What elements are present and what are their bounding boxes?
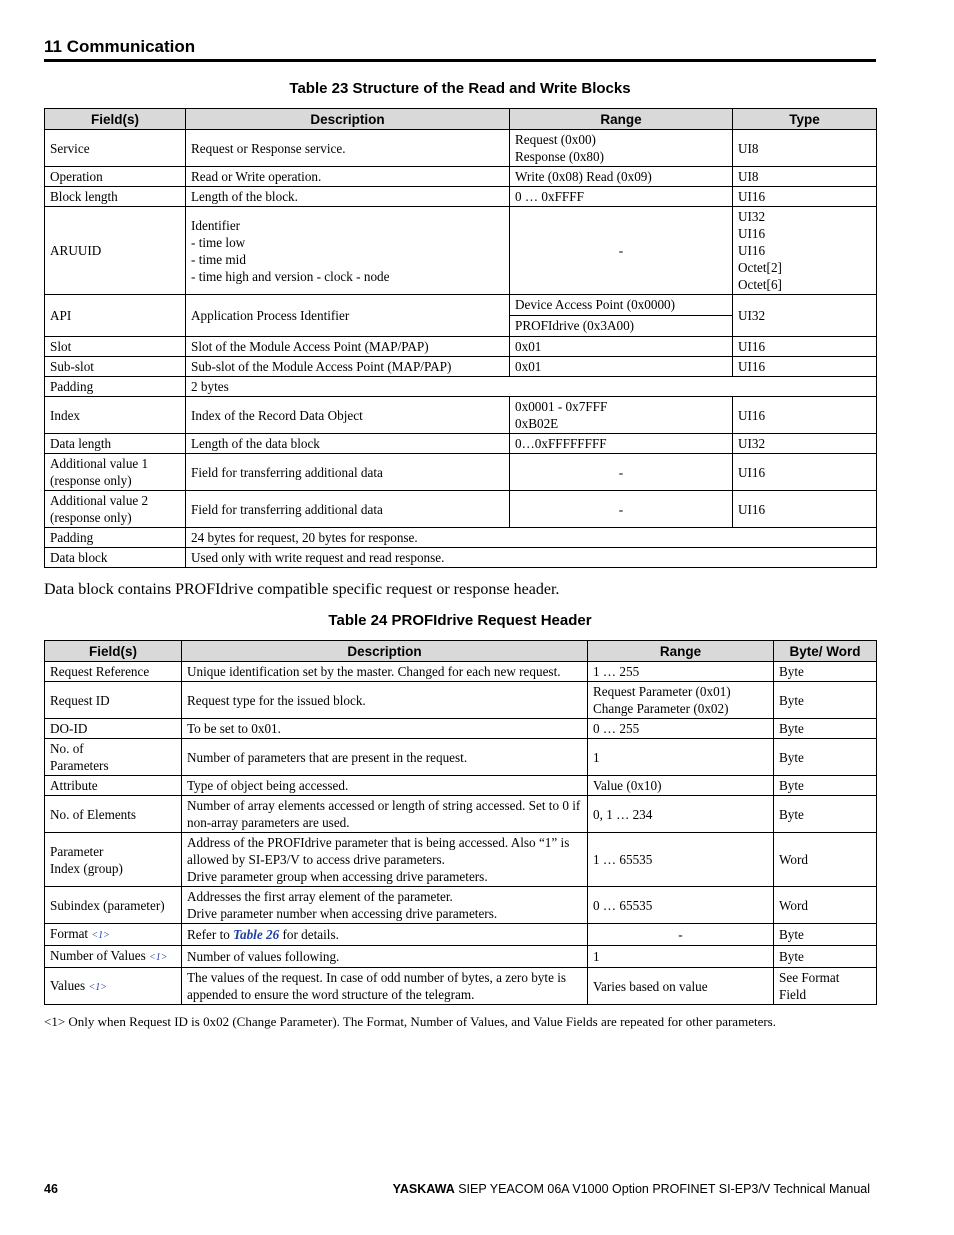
description-text: for details. [282,927,339,942]
type-cell: UI16 [733,397,877,434]
table-row [45,454,877,491]
column-header: Type [733,109,877,130]
chapter-title: 11 Communication [44,37,196,56]
field-cell: Attribute [45,776,182,796]
field-label: Values [50,977,86,993]
type-cell: UI16 [733,454,877,491]
field-line: No. of [50,741,84,756]
type-line: Octet[2] [738,260,782,275]
column-header: Field(s) [45,109,186,130]
unit-cell: Byte [774,776,877,796]
unit-cell: Byte [774,719,877,739]
unit-line: See Format [779,970,840,985]
field-cell: Slot [45,337,186,357]
type-line: UI32 [738,209,766,224]
description-text: Refer to [187,927,230,942]
field-cell: No. of Elements [45,796,182,833]
table-24 [44,640,877,1005]
body-paragraph: Data block contains PROFIdrive compatible specific request or response header. [44,581,560,598]
description-cell: Number of parameters that are present in the request. [182,739,588,776]
description-line: - time mid [191,251,246,267]
range-line: 0x0001 - 0x7FFF [515,399,608,414]
table-row [45,357,877,377]
field-cell [45,968,182,1005]
range-cell [510,130,733,167]
range-cell [588,682,774,719]
description-line: - time high and version - clock - node [191,268,390,284]
field-line: Additional value 2 [50,493,149,508]
field-cell: Block length [45,187,186,207]
unit-cell: Byte [774,796,877,833]
description-cell: Sub-slot of the Module Access Point (MAP/PAP) [186,357,510,377]
footnote-ref[interactable]: <1> [91,930,110,941]
table-row [45,968,877,1005]
table-row [45,528,877,548]
unit-cell: Word [774,887,877,924]
range-cell: 0 … 255 [588,719,774,739]
description-cell: Slot of the Module Access Point (MAP/PAP) [186,337,510,357]
range-line: Request (0x00) [515,132,596,147]
field-line: Index (group) [50,860,123,876]
table-row [45,662,877,682]
range-part: Device Access Point (0x0000) [510,295,732,316]
footnote-ref[interactable]: <1> [149,952,168,963]
range-cell: 0, 1 … 234 [588,796,774,833]
table-row [45,946,877,968]
range-part: PROFIdrive (0x3A00) [515,318,635,333]
description-cell: Number of values following. [182,946,588,968]
table-row [45,887,877,924]
table-23-caption: Table 23 Structure of the Read and Write Blocks [289,80,631,97]
field-cell: Sub-slot [45,357,186,377]
type-cell: UI16 [733,491,877,528]
range-cell: - [510,207,733,295]
range-cell: Varies based on value [588,968,774,1005]
column-header: Range [510,109,733,130]
description-cell [182,887,588,924]
field-cell [45,491,186,528]
description-cell: Application Process Identifier [186,295,510,337]
range-cell: 0 … 0xFFFF [510,187,733,207]
type-cell: UI16 [733,187,877,207]
span-cell: 2 bytes [186,377,877,397]
field-line: (response only) [50,510,132,525]
brand-name: YASKAWA [392,1182,455,1196]
field-label: Number of Values [50,948,146,963]
range-line: 0xB02E [515,416,559,431]
table-row [45,924,877,946]
field-cell: Index [45,397,186,434]
description-cell: Field for transferring additional data [186,454,510,491]
field-cell: DO-ID [45,719,182,739]
type-line: Octet[6] [738,277,782,292]
unit-cell: Byte [774,682,877,719]
column-header: Description [186,109,510,130]
range-cell: 0…0xFFFFFFFF [510,434,733,454]
description-cell [182,924,588,946]
description-line: Addresses the first array element of the parameter. [187,889,453,904]
field-cell: API [45,295,186,337]
description-cell: Field for transferring additional data [186,491,510,528]
table-row [45,187,877,207]
field-cell [45,739,182,776]
unit-cell [774,968,877,1005]
table-row [45,739,877,776]
description-line: Identifier [191,217,241,233]
table-26-link[interactable]: Table 26 [233,927,280,942]
table-row [45,337,877,357]
footer-manual-title [393,1182,870,1196]
range-cell: 1 … 65535 [588,833,774,887]
range-cell: Write (0x08) Read (0x09) [510,167,733,187]
range-line: Response (0x80) [515,149,605,164]
field-cell [45,924,182,946]
table-header-row [45,641,877,662]
range-cell: - [510,454,733,491]
table-row [45,434,877,454]
description-cell [182,833,588,887]
field-cell: Padding [45,377,186,397]
description-cell: Number of array elements accessed or length of string accessed. Set to 0 if non-array parameters are used. [182,796,588,833]
range-cell: - [510,491,733,528]
description-cell: The values of the request. In case of odd number of bytes, a zero byte is appended to ensure the word structure of the telegram. [182,968,588,1005]
description-cell: To be set to 0x01. [182,719,588,739]
column-header: Byte/ Word [774,641,877,662]
field-cell: Service [45,130,186,167]
table-row [45,776,877,796]
description-cell: Length of the data block [186,434,510,454]
description-line: - time low [191,234,246,250]
field-cell: Request ID [45,682,182,719]
description-cell: Request type for the issued block. [182,682,588,719]
range-cell: 0x01 [510,337,733,357]
type-cell: UI8 [733,130,877,167]
type-cell: UI16 [733,337,877,357]
type-line: UI16 [738,226,766,241]
type-cell [733,207,877,295]
description-cell: Request or Response service. [186,130,510,167]
table-header-row [45,109,877,130]
field-cell: Subindex (parameter) [45,887,182,924]
footnote-ref[interactable]: <1> [88,981,107,993]
unit-cell: Word [774,833,877,887]
unit-cell: Byte [774,662,877,682]
table-row [45,397,877,434]
table-row [45,491,877,528]
field-cell: Request Reference [45,662,182,682]
type-cell: UI32 [733,295,877,337]
column-header: Description [182,641,588,662]
table-row [45,377,877,397]
unit-cell: Byte [774,946,877,968]
description-cell: Unique identification set by the master. Changed for each new request. [182,662,588,682]
type-line: UI16 [738,243,766,258]
field-cell: ARUUID [45,207,186,295]
range-line: Change Parameter (0x02) [593,701,729,716]
field-cell: Padding [45,528,186,548]
table-23 [44,108,877,568]
table-row [45,295,877,337]
table-24-caption: Table 24 PROFIdrive Request Header [328,612,592,629]
description-cell: Index of the Record Data Object [186,397,510,434]
range-cell: - [588,924,774,946]
field-label: Format [50,926,89,941]
field-cell: Data block [45,548,186,568]
field-line: Parameter [50,843,104,859]
table-row [45,207,877,295]
unit-line: Field [779,987,807,1002]
field-cell: Data length [45,434,186,454]
type-cell: UI32 [733,434,877,454]
field-cell [45,454,186,491]
range-line: Request Parameter (0x01) [593,684,731,699]
type-cell: UI16 [733,357,877,377]
description-line: Drive parameter group when accessing drive parameters. [187,869,488,884]
range-cell: Value (0x10) [588,776,774,796]
description-cell [186,207,510,295]
span-cell: Used only with write request and read response. [186,548,877,568]
table-row [45,796,877,833]
field-cell: Operation [45,167,186,187]
footnote: <1> Only when Request ID is 0x02 (Change Parameter). The Format, Number of Values, and Value Fields are repeated for other parameters. [44,1014,776,1029]
unit-cell: Byte [774,924,877,946]
description-line: Address of the PROFIdrive parameter that is being accessed. Also “1” is allowed by SI-EP3/V to access drive parameters. [187,835,570,867]
range-cell [510,397,733,434]
description-cell: Type of object being accessed. [182,776,588,796]
span-cell: 24 bytes for request, 20 bytes for response. [186,528,877,548]
manual-title: SIEP YEACOM 06A V1000 Option PROFINET SI-EP3/V Technical Manual [458,1182,870,1196]
field-cell [45,833,182,887]
description-cell: Length of the block. [186,187,510,207]
table-row [45,167,877,187]
description-cell: Read or Write operation. [186,167,510,187]
table-row [45,548,877,568]
table-row [45,682,877,719]
table-row [45,833,877,887]
range-cell: 1 [588,946,774,968]
range-cell: 0 … 65535 [588,887,774,924]
range-cell: 1 [588,739,774,776]
type-cell: UI8 [733,167,877,187]
field-line: Parameters [50,758,109,773]
table-row [45,130,877,167]
field-cell [45,946,182,968]
range-cell: 0x01 [510,357,733,377]
column-header: Field(s) [45,641,182,662]
field-line: Additional value 1 [50,456,149,471]
unit-cell: Byte [774,739,877,776]
field-line: (response only) [50,473,132,488]
page-number: 46 [44,1182,58,1196]
range-cell: 1 … 255 [588,662,774,682]
description-line: Drive parameter number when accessing drive parameters. [187,906,498,921]
column-header: Range [588,641,774,662]
table-row [45,719,877,739]
range-cell [510,295,733,337]
header-rule [44,59,876,62]
